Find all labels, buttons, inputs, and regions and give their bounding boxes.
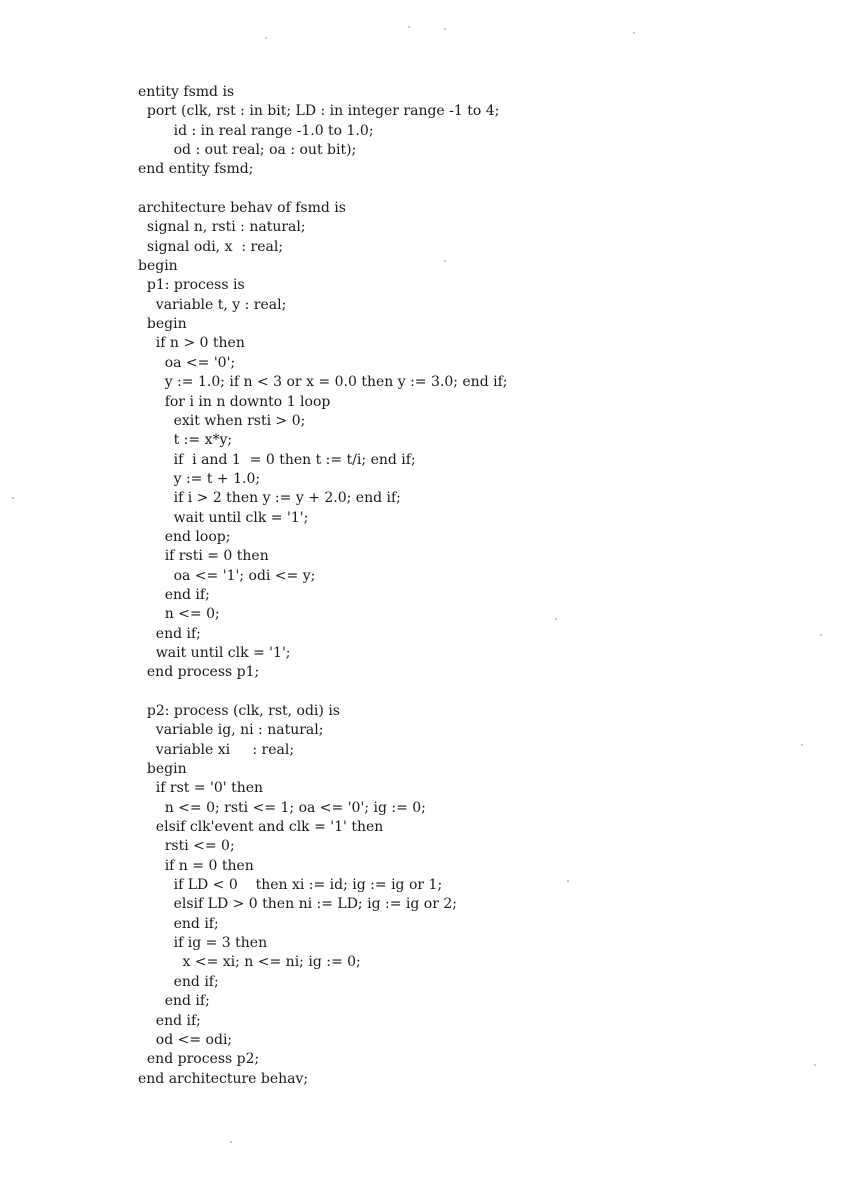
code-line: end if; <box>138 915 219 932</box>
code-line: variable xi : real; <box>138 741 295 758</box>
code-line: port (clk, rst : in bit; LD : in integer range -1 to 4; <box>138 103 500 120</box>
code-line: begin <box>138 761 187 778</box>
code-line <box>138 180 508 199</box>
scan-speck <box>230 1141 232 1143</box>
code-line: if i and 1 = 0 then t := t/i; end if; <box>138 451 416 468</box>
scan-speck <box>801 744 803 746</box>
code-line: y := 1.0; if n < 3 or x = 0.0 then y := 3.0; end if; <box>138 374 508 391</box>
code-line: if LD < 0 then xi := id; ig := ig or 1; <box>138 877 443 894</box>
scan-speck <box>444 260 446 262</box>
code-line: end process p1; <box>138 664 260 681</box>
code-line: elsif LD > 0 then ni := LD; ig := ig or 2; <box>138 896 457 913</box>
code-line: end architecture behav; <box>138 1070 309 1087</box>
code-line: end if; <box>138 1012 201 1029</box>
code-line: p2: process (clk, rst, odi) is <box>138 703 340 719</box>
scan-speck <box>444 28 446 30</box>
vhdl-code-listing <box>138 83 508 1089</box>
scan-speck <box>408 26 410 28</box>
code-line: oa <= '1'; odi <= y; <box>138 567 316 584</box>
code-line: signal odi, x : real; <box>138 238 284 255</box>
scan-speck <box>814 1064 816 1066</box>
code-line: y := t + 1.0; <box>138 470 261 487</box>
code-line: if n = 0 then <box>138 857 254 874</box>
code-line: n <= 0; <box>138 606 220 623</box>
code-line: wait until clk = '1'; <box>138 644 291 661</box>
code-line: end if; <box>138 993 210 1010</box>
code-line: exit when rsti > 0; <box>138 412 306 429</box>
code-line: architecture behav of fsmd is <box>138 200 346 217</box>
code-line: end if; <box>138 586 210 603</box>
code-line: end if; <box>138 973 219 990</box>
scan-speck <box>633 32 635 34</box>
code-line: variable t, y : real; <box>138 296 287 313</box>
scan-speck <box>567 880 569 882</box>
code-line: if ig = 3 then <box>138 935 268 952</box>
code-line: od : out real; oa : out bit); <box>138 142 357 159</box>
scan-speck <box>12 497 14 499</box>
code-line: if rsti = 0 then <box>138 548 269 565</box>
code-line: n <= 0; rsti <= 1; oa <= '0'; ig := 0; <box>138 799 426 816</box>
code-line: t := x*y; <box>138 432 233 449</box>
code-line: p1: process is <box>138 277 245 294</box>
scan-speck <box>265 37 267 39</box>
code-line: wait until clk = '1'; <box>138 509 309 526</box>
code-line: variable ig, ni : natural; <box>138 722 324 739</box>
code-line: elsif clk'event and clk = '1' then <box>138 819 384 836</box>
code-line: rsti <= 0; <box>138 838 235 855</box>
code-line: signal n, rsti : natural; <box>138 219 306 236</box>
scan-speck <box>555 618 557 620</box>
code-line: x <= xi; n <= ni; ig := 0; <box>138 954 361 971</box>
code-line: end loop; <box>138 528 231 545</box>
scan-speck <box>820 634 822 636</box>
code-line: oa <= '0'; <box>138 354 236 371</box>
code-line: od <= odi; <box>138 1031 233 1048</box>
code-line: end process p2; <box>138 1051 260 1068</box>
code-line: if n > 0 then <box>138 335 245 352</box>
code-line: for i in n downto 1 loop <box>138 393 331 410</box>
code-line: if i > 2 then y := y + 2.0; end if; <box>138 490 401 507</box>
code-line <box>138 683 508 702</box>
code-line: entity fsmd is <box>138 84 235 100</box>
code-line: end entity fsmd; <box>138 161 254 178</box>
code-line: if rst = '0' then <box>138 780 264 797</box>
code-line: begin <box>138 316 187 333</box>
code-line: id : in real range -1.0 to 1.0; <box>138 122 374 139</box>
code-line: begin <box>138 258 178 275</box>
code-line: end if; <box>138 625 201 642</box>
